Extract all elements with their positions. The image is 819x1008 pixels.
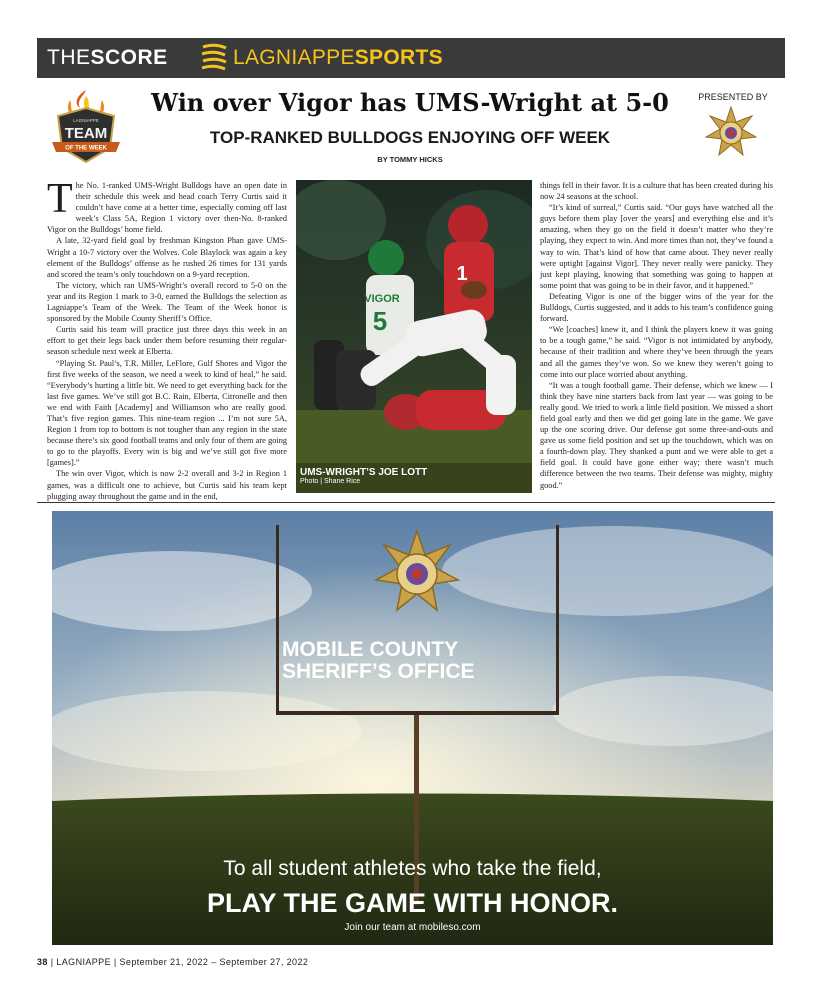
divider-rule	[37, 502, 775, 503]
article-paragraph: things fell in their favor. It is a culture that has been created during his now 24 seasons at the school.	[540, 181, 773, 202]
article-paragraph: Curtis said his team will practice just three days this week in an effort to get their legs back under them before resuming their regular-season schedule next week at Elberta.	[47, 325, 287, 357]
jersey-vigor-number: 5	[372, 306, 388, 336]
ad-title-line1: MOBILE COUNTY	[282, 638, 459, 661]
sheriff-advertisement	[52, 511, 773, 945]
article-paragraph: The win over Vigor, which is now 2-2 overall and 3-2 in Region 1 games, was a difficult one to achieve, but Curtis said his team kept plugging away throughout the game and in the end,	[47, 469, 287, 501]
article-column-3	[540, 180, 773, 491]
article-paragraph: “We [coaches] knew it, and I think the players knew it was going to be a tough game,” he said. “Vigor is not intimidated by anybody, because of their tradition and where they’ve been through the years and all the games they’ve won. So we knew they weren’t going to come into our place worried about anything.	[540, 325, 773, 379]
article-paragraph: “It’s kind of surreal,” Curtis said. “Our guys have watched all the guys before them play [over the years] and everything else and it’s amazing, when they go on the field it doesn’t matter who they’re playing, they expect to win. And more times than not, they’ve found a way to win. That’s kind of how that came about. They never really were uptight [against Vigor]. They never really were panicky. They just kept playing, knowing that something was going to happen at some point that was going to be in their favor, and it happened.”	[540, 203, 773, 290]
article-paragraph: “Playing St. Paul’s, T.R. Miller, LeFlore, Gulf Shores and Vigor the first five weeks of the season, we need a week to kind of heal,” he said. “Everybody’s hurting a little bit. We need to get everything back for the last five games. We’ve still got B.C. Rain, Elberta, Citronelle and then we end with Faith [Academy] and Williamson who are really good. That’s five region games. This nine-team region ... I’m not sure 5A, Region 1 from top to bottom is not tougher than any region in the state because there’s six good football teams and only four of them are going to go to the playoffs. Every win is big and we’ve still got five more [games].”	[47, 358, 287, 468]
article-paragraph: “It was a tough football game. Their defense, which we knew — I think they have nine starters back from last year — was going to be really good. We tried to work a little field position. We missed a short field goal early and then we did get going late in the game. We gave up the one scoring drive. Our defense got some three-and-outs and gave us some field position and set up the touchdown, which was on a fourth-down play. They shanked a punt and we were able to get a field goal. It could have gone either way; there wasn’t much difference between the two teams. Their defense was mighty, mighty good.”	[540, 380, 773, 490]
team-of-the-week-logo	[46, 86, 126, 168]
logo-ribbon-text: OF THE WEEK	[65, 145, 107, 152]
ad-website: Join our team at mobileso.com	[344, 922, 481, 933]
byline: BY TOMMY HICKS	[377, 155, 443, 164]
ad-title	[282, 639, 562, 683]
issue-dates: September 21, 2022 – September 27, 2022	[119, 957, 309, 967]
photo-image	[296, 180, 532, 493]
article-paragraph: The victory, which ran UMS-Wright’s overall record to 5-0 on the year and its Region 1 mark to 3-0, earned the Bulldogs the selection as Lagniappe’s Team of the Week. The Team of the Week honor is sponsored by the Mobile County Sheriff’s Office.	[47, 280, 287, 324]
article-column-1	[47, 176, 287, 502]
logo-team-text: TEAM	[64, 125, 108, 142]
photo-caption	[300, 467, 427, 485]
article-paragraph: The No. 1-ranked UMS-Wright Bulldogs have an open date in their schedule this week and head coach Terry Curtis said it couldn’t have come at a better time, especially coming off last week’s Class 5A, Region 1 victory over then-No. 8-ranked Vigor on the Bulldogs’ home field.	[47, 176, 287, 235]
page-footer: 38 | LAGNIAPPE | September 21, 2022 – September 27, 2022	[37, 957, 309, 967]
sheriff-badge-icon	[374, 529, 460, 615]
publication-name: LAGNIAPPE	[56, 957, 111, 967]
caption-credit: Photo | Shane Rice	[300, 478, 361, 485]
section-banner	[37, 38, 785, 78]
presented-by-label: PRESENTED BY	[698, 92, 768, 102]
subheadline: TOP-RANKED BULLDOGS ENJOYING OFF WEEK	[209, 128, 611, 147]
football-photo	[296, 180, 532, 493]
page-number: 38	[37, 957, 48, 967]
jersey-vigor-text: VIGOR	[364, 293, 400, 305]
drop-cap: T	[47, 176, 73, 222]
article-paragraph: Defeating Vigor is one of the bigger wins of the year for the Bulldogs, Curtis suggested, and it adds to his team’s confidence going forward.	[540, 291, 773, 324]
sheriff-badge-icon	[705, 106, 757, 158]
ad-tagline-1: To all student athletes who take the field,	[223, 857, 602, 880]
jersey-red-number: 1	[456, 263, 468, 285]
article-paragraph: A late, 32-yard field goal by freshman Kingston Phan gave UMS-Wright a 10-7 victory over the Wolves. Cole Blaylock was again a key element of the Bulldogs’ offense as he rushed 26 times for 131 yards and scored the team’s only touchdown on a 9-yard reception.	[47, 236, 287, 279]
ad-tagline-2: PLAY THE GAME WITH HONOR.	[206, 888, 619, 918]
ad-title-line2: SHERIFF’S OFFICE	[282, 660, 475, 683]
banner-lagniappe-sports: LAGNIAPPESPORTS	[233, 46, 443, 69]
caption-title: UMS-WRIGHT’S JOE LOTT	[300, 467, 428, 478]
banner-the-score: THESCORE	[47, 46, 168, 69]
swoosh-icon	[199, 41, 229, 75]
headline: Win over Vigor has UMS-Wright at 5-0	[151, 88, 669, 117]
logo-top-text: LAGNIAPPE	[73, 118, 99, 123]
